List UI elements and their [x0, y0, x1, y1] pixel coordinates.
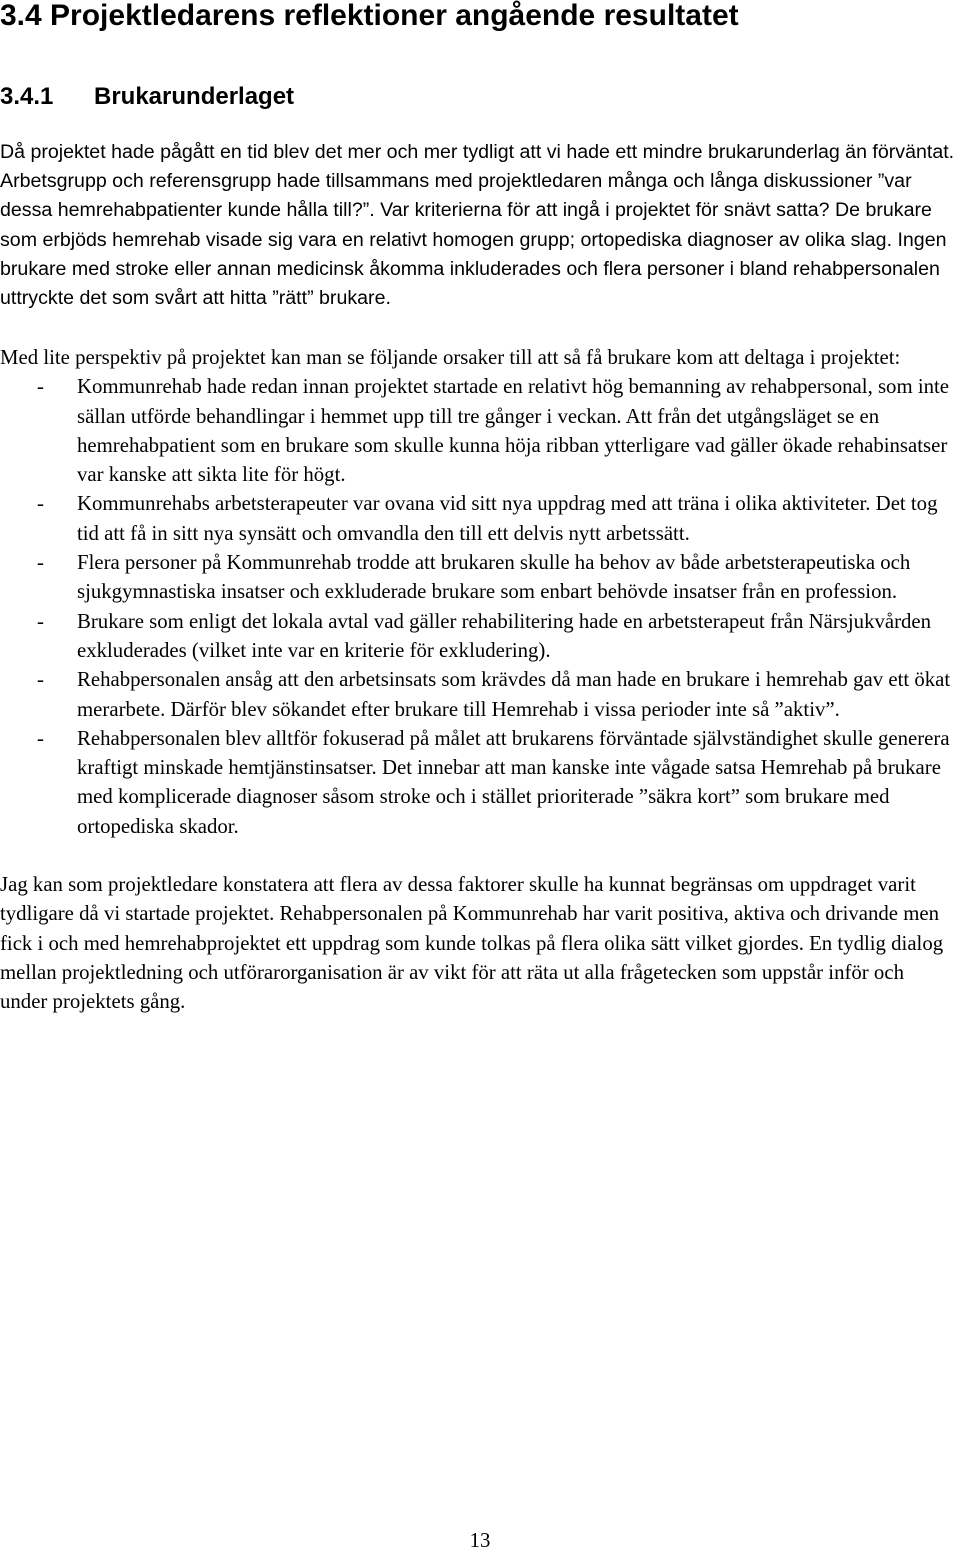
intro-paragraph: Då projektet hade pågått en tid blev det mer och mer tydligt att vi hade ett mindre brukarunderlag än förväntat. Arbetsgrupp och referensgrupp hade tillsammans med projektledaren många och långa diskussioner ”var dessa hemrehabpatienter kunde hålla till?”. Var kriterierna för att ingå i projektet för snävt satta? De brukare som erbjöds hemrehab visade sig vara en relativt homogen grupp; ortopediska diagnoser av olika slag. Ingen brukare med stroke eller annan medicinsk åkomma inkluderades och flera personer i bland rehabpersonalen uttryckte det som svårt att hitta ”rätt” brukare.	[0, 141, 955, 310]
reasons-intro: Med lite perspektiv på projektet kan man se följande orsaker till att så få brukare kom att deltaga i projektet:	[0, 346, 901, 369]
page-number: 13	[469, 1529, 491, 1552]
bullet-dash: -	[37, 375, 44, 399]
list-item	[0, 607, 955, 666]
bullet-dash: -	[37, 492, 44, 516]
list-item-text: Rehabpersonalen ansåg att den arbetsinsats som krävdes då man hade en brukare i hemrehab gav ett ökat merarbete. Därför blev sökandet efter brukare till Hemrehab i vissa perioder inte så ”aktiv”.	[77, 668, 951, 721]
list-item-text: Flera personer på Kommunrehab trodde att brukaren skulle ha behov av både arbetsterapeutiska och sjukgymnastiska insatser och exkluderade brukare som enbart behövde insatser från en profession.	[77, 551, 911, 604]
list-item	[0, 548, 955, 607]
bullet-dash: -	[37, 609, 44, 633]
bullet-dash: -	[37, 668, 44, 692]
list-item	[0, 372, 955, 489]
list-item	[0, 489, 955, 548]
list-item	[0, 724, 955, 841]
section-heading: 3.4 Projektledarens reflektioner angående resultatet	[0, 0, 739, 32]
list-item-text: Kommunrehabs arbetsterapeuter var ovana vid sitt nya uppdrag med att träna i olika aktiviteter. Det tog tid att få in sitt nya synsätt och omvandla den till ett delvis nytt arbetssätt.	[77, 492, 938, 545]
bullet-dash: -	[37, 551, 44, 575]
subsection-number: 3.4.1	[0, 83, 54, 110]
bullet-dash: -	[37, 726, 44, 750]
closing-paragraph: Jag kan som projektledare konstatera att flera av dessa faktorer skulle ha kunnat begränsas om uppdraget varit tydligare då vi startade projektet. Rehabpersonalen på Kommunrehab har varit positiva, aktiva och drivande men fick i och med hemrehabprojektet ett uppdrag som kunde tolkas på flera olika sätt vilket gjordes. En tydlig dialog mellan projektledning och utförarorganisation är av vikt för att räta ut alla frågetecken som uppstår inför och under projektets gång.	[0, 873, 944, 1014]
subsection-heading	[0, 82, 294, 112]
reasons-list	[0, 372, 955, 841]
list-item	[0, 665, 955, 724]
subsection-title: Brukarunderlaget	[94, 83, 295, 110]
list-item-text: Rehabpersonalen blev alltför fokuserad på målet att brukarens förväntade självständighet skulle generera kraftigt minskade hemtjänstinsatser. Det innebar att man kanske inte vågade satsa Hemrehab på brukare med komplicerade diagnoser såsom stroke och i stället prioriterade ”säkra kort” som brukare med ortopediska skador.	[77, 726, 950, 838]
list-item-text: Brukare som enligt det lokala avtal vad gäller rehabilitering hade en arbetsterapeut från Närsjukvården exkluderades (vilket inte var en kriterie för exkludering).	[77, 609, 932, 662]
body-text	[0, 343, 955, 1017]
list-item-text: Kommunrehab hade redan innan projektet startade en relativt hög bemanning av rehabpersonal, som inte sällan utförde behandlingar i hemmet upp till tre gånger i veckan. Att från det utgångsläget se en hemrehabpatient som en brukare som skulle kunna höja ribban ytterligare vad gäller ökade rehabinsatser var kanske att sikta lite för högt.	[77, 375, 950, 487]
